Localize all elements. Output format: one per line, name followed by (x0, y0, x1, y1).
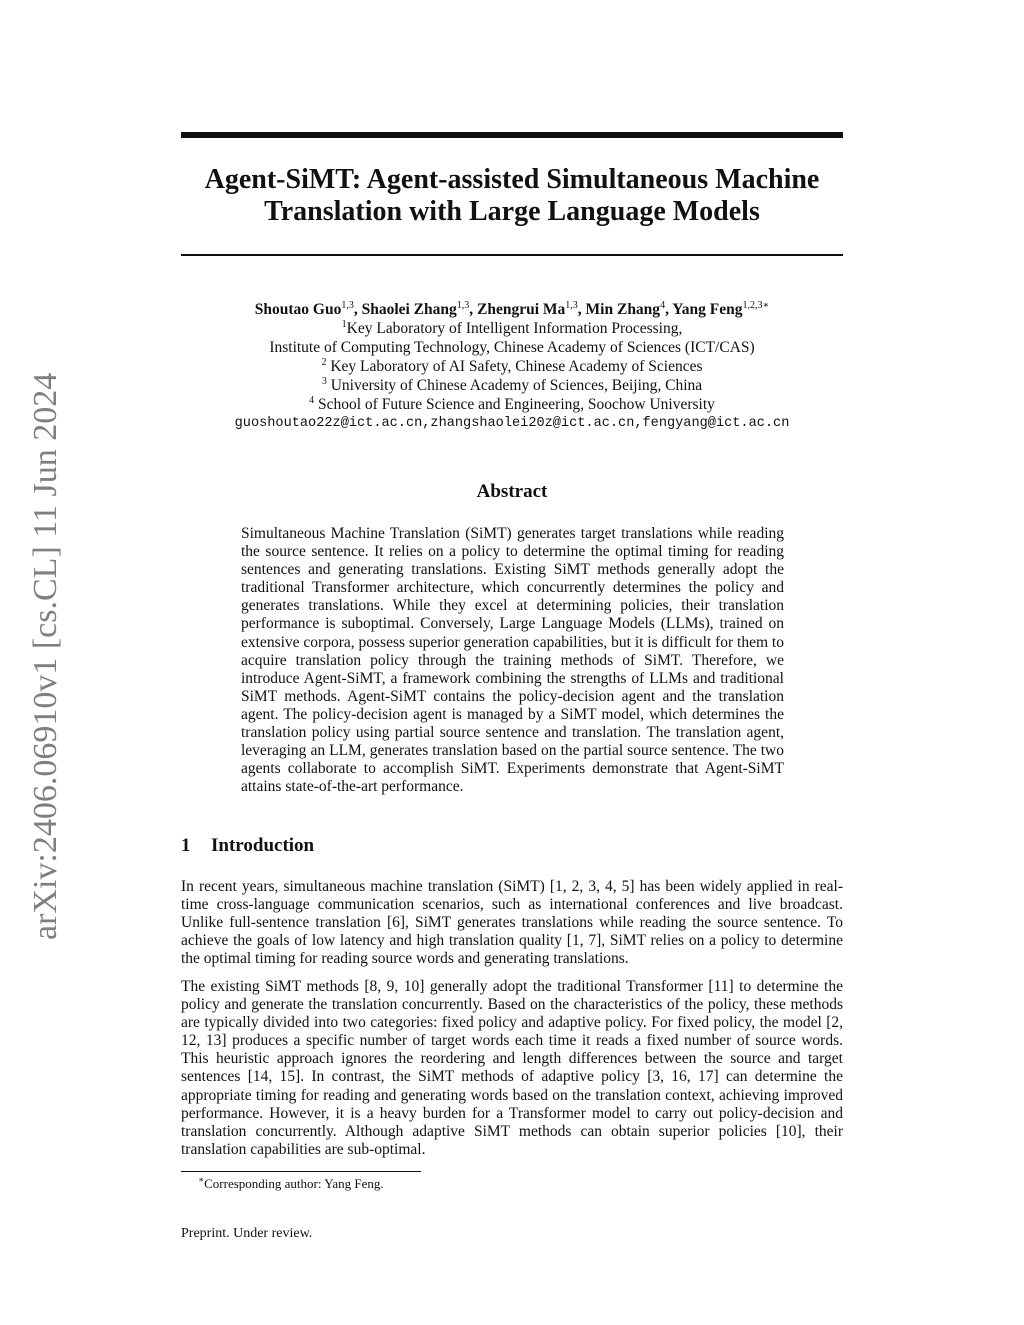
affiliation-line (181, 357, 843, 376)
footnote (198, 1176, 384, 1192)
author-name: Shoutao Guo (254, 301, 342, 318)
paper-title (181, 164, 843, 228)
footnote-text: Corresponding author: Yang Feng. (204, 1176, 384, 1191)
section-heading-introduction (181, 835, 314, 857)
author-name: Min Zhang (585, 301, 661, 318)
abstract-heading: Abstract (476, 481, 548, 502)
author-block (181, 300, 843, 433)
affiliation-text: Key Laboratory of AI Safety, Chinese Academy of Sciences (326, 358, 703, 375)
intro-paragraph-2: The existing SiMT methods [8, 9, 10] generally adopt the traditional Transformer [11] to determine the policy and generate the translation concurrently. Based on the characteristics of the policy, these methods are typically divided into two categories: fixed policy and adaptive policy. For fixed policy, the model [2, 12, 13] produces a specific number of target words each time it reads a fixed number of source words. This heuristic approach ignores the reordering and length differences between the source and target sentences [14, 15]. In contrast, the SiMT methods of adaptive policy [3, 16, 17] can determine the appropriate timing for reading and generating words based on the translation context, achieving improved performance. However, it is a heavy burden for a Transformer model to carry out policy-decision and translation concurrently. Although adaptive SiMT methods can obtain superior policies [10], their translation capabilities are sub-optimal. (181, 978, 843, 1158)
affiliation-mark: 1 (341, 318, 347, 330)
affiliation-mark: 3 (321, 375, 327, 387)
author-affil-mark: 1,3 (456, 299, 470, 311)
affiliation-line (181, 338, 843, 357)
affiliation-line (181, 319, 843, 338)
section-title: Introduction (211, 835, 315, 856)
author-name: Zhengrui Ma (477, 301, 566, 318)
affiliation-line (181, 376, 843, 395)
author-affil-mark: 1,2,3∗ (742, 299, 770, 311)
affiliation-text: Key Laboratory of Intelligent Information Processing, (346, 320, 683, 337)
preprint-note: Preprint. Under review. (181, 1226, 313, 1241)
affiliation-mark: 4 (309, 394, 315, 406)
author-affil-mark: 1,3 (565, 299, 578, 311)
section-number: 1 (181, 835, 191, 856)
author-affil-mark: 1,3 (341, 299, 354, 311)
author-list: Shoutao Guo$^{1,3}$, Shaolei Zhang$^{1,3}$, Zhengrui Ma$^{1,3}$, Min Zhang$^4$, Yang Feng$^{1,2,3∗}$ (254, 299, 770, 318)
affiliation-mark: 2 (321, 356, 327, 368)
footnote-rule (181, 1171, 421, 1172)
footnote-mark: ∗ (198, 1174, 205, 1185)
author-name: Yang Feng (672, 301, 743, 318)
affiliation-text: Institute of Computing Technology, Chinese Academy of Sciences (ICT/CAS) (269, 339, 755, 356)
abstract-body: Simultaneous Machine Translation (SiMT) generates target translations while reading the source sentence. It relies on a policy to determine the optimal timing for reading sentences and generating translations. Existing SiMT methods generally adopt the traditional Transformer architecture, which concurrently determines the policy and generates translations. While they excel at determining policies, their translation performance is suboptimal. Conversely, Large Language Models (LLMs), trained on extensive corpora, possess superior generation capabilities, but it is difficult for them to acquire translation policy through the training methods of SiMT. Therefore, we introduce Agent-SiMT, a framework combining the strengths of LLMs and traditional SiMT methods. Agent-SiMT contains the policy-decision agent and the translation agent. The policy-decision agent is managed by a SiMT model, which determines the translation policy using partial source sentence and translation. The translation agent, leveraging an LLM, generates translation based on the partial source sentence. The two agents collaborate to accomplish SiMT. Experiments demonstrate that Agent-SiMT attains state-of-the-art performance. (241, 525, 784, 796)
intro-paragraph-1: In recent years, simultaneous machine translation (SiMT) [1, 2, 3, 4, 5] has been widely applied in real-time cross-language communication scenarios, such as international conferences and live broadcast. Unlike full-sentence translation [6], SiMT generates translations while reading the source sentence. To achieve the goals of low latency and high translation quality [1, 7], SiMT relies on a policy to determine the optimal timing for reading source words and generating translations. (181, 878, 843, 968)
title-line-2: Translation with Large Language Models (264, 196, 760, 227)
title-line-1: Agent-SiMT: Agent-assisted Simultaneous Machine (204, 164, 820, 195)
author-name: Shaolei Zhang (361, 301, 457, 318)
title-bottom-rule (181, 254, 843, 256)
affiliation-text: School of Future Science and Engineering, Soochow University (314, 396, 715, 413)
author-affil-mark: 4 (660, 299, 666, 311)
arxiv-stamp: arXiv:2406.06910v1 [cs.CL] 11 Jun 2024 (27, 372, 64, 940)
affiliation-line (181, 395, 843, 414)
title-top-rule (181, 132, 843, 138)
affiliation-text: University of Chinese Academy of Sciences, Beijing, China (326, 377, 703, 394)
author-emails: guoshoutao22z@ict.ac.cn,zhangshaolei20z@ict.ac.cn,fengyang@ict.ac.cn (234, 416, 790, 431)
